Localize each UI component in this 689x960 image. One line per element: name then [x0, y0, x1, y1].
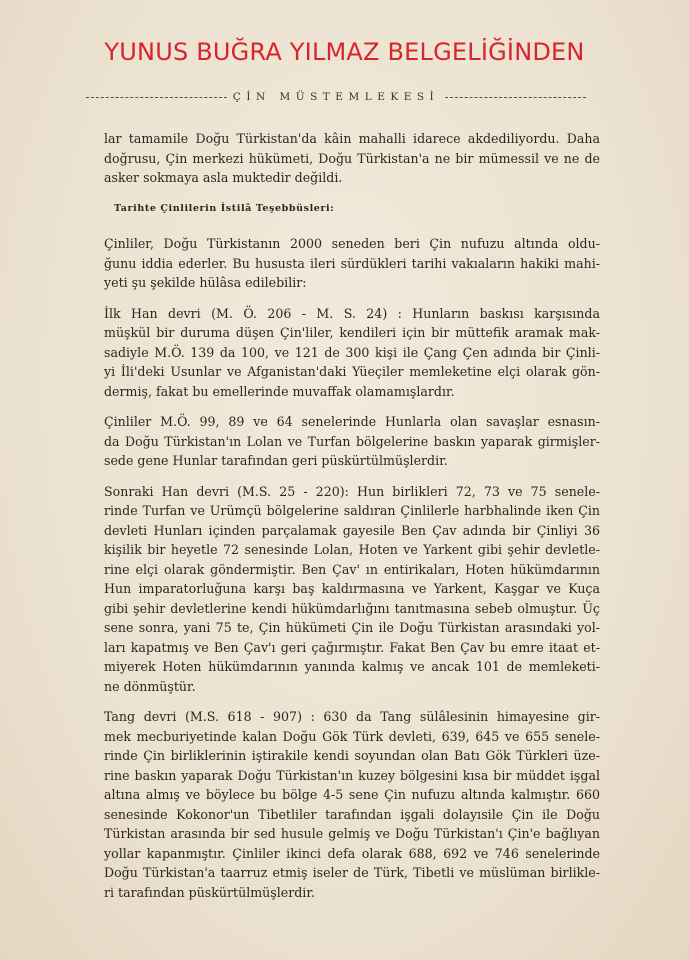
- text-line: sadiyle M.Ö. 139 da 100, ve 121 de 300 kişi ile Çang Çen adında bir Çinli-: [104, 344, 600, 360]
- paragraph-cinliler: [104, 234, 600, 293]
- text-line: doğrusu, Çin merkezi hükümeti, Doğu Türkistan'a ne bir mümessil ve ne de: [104, 150, 600, 166]
- text-line: sede gene Hunlar tarafından geri püskürtülmüşlerdir.: [104, 453, 448, 468]
- watermark-title: YUNUS BUĞRA YILMAZ BELGELİĞİNDEN: [104, 38, 585, 66]
- text-line: Sonraki Han devri (M.S. 25 - 220): Hun birlikleri 72, 73 ve 75 senele-: [104, 483, 600, 499]
- text-line: sene sonra, yani 75 te, Çin hükümeti Çin ile Doğu Türkistan arasındaki yol-: [104, 620, 600, 635]
- paragraph-tang: [104, 707, 600, 902]
- text-line: rine baskın yaparak Doğu Türkistan'ın kuzey bölgesini kısa bir müddet işgal: [104, 767, 600, 783]
- paragraph-hun-savaslar: [104, 412, 600, 471]
- text-line: rinde Turfan ve Urümçü bölgelerine saldıran Çinlilerle harbhalinde iken Çin: [104, 503, 600, 518]
- text-line: ğunu iddia ederler. Bu hususta ileri sürdükleri tarihi vakıaların hakiki mahi-: [104, 255, 600, 271]
- text-line: müşkül bir duruma düşen Çin'liler, kendileri için bir müttefik aramak mak-: [104, 325, 600, 340]
- left-dashed-rule: [86, 97, 227, 98]
- right-dashed-rule: [445, 97, 586, 98]
- text-line: Hun imparatorluğuna karşı baş kaldırmasına ve Yarkent, Kaşgar ve Kuça: [104, 581, 600, 596]
- text-line: Türkistan arasında bir sed husule gelmiş ve Doğu Türkistan'ı Çin'e bağlıyan: [104, 826, 600, 841]
- text-line: dermiş, fakat bu emellerinde muvaffak olamamışlardır.: [104, 383, 455, 399]
- running-head-label: ÇİN MÜSTEMLEKESİ: [232, 91, 440, 103]
- text-line: İlk Han devri (M. Ö. 206 - M. S. 24) : Hunların baskısı karşısında: [104, 305, 600, 321]
- text-line: yi İli'deki Usunlar ve Afganistan'daki Yüeçiler memleketine elçi olarak gön-: [104, 364, 600, 379]
- text-line: kişilik bir heyetle 72 senesinde Lolan, Hoten ve Yarkent gibi şehir devletle-: [104, 542, 600, 557]
- text-line: miyerek Hoten hükümdarının yanında kalmış ve ancak 101 de memleketi-: [104, 659, 600, 674]
- text-line: altına almış ve böylece bu bölge 4-5 sene Çin nufuzu altında kalmıştır. 660: [104, 787, 600, 802]
- text-line: yeti şu şekilde hülâsa edilebilir:: [104, 275, 307, 290]
- text-line: mek mecburiyetinde kalan Doğu Gök Türk devleti, 639, 645 ve 655 senele-: [104, 728, 600, 744]
- text-line: rinde Çin birliklerinin iştirakile kendi soyundan olan Batı Gök Türkleri üze-: [104, 748, 600, 763]
- text-line: rine elçi olarak göndermiştir. Ben Çav' ın entirikaları, Hoten hükümdarının: [104, 561, 600, 577]
- text-line: ne dönmüştür.: [104, 678, 196, 694]
- paragraph-intro: [104, 129, 600, 188]
- text-line: Doğu Türkistan'a taarruz etmiş iseler de Türk, Tibetli ve müslüman birlikle-: [104, 865, 600, 880]
- text-line: da Doğu Türkistan'ın Lolan ve Turfan bölgelerine baskın yaparak girmişler-: [104, 433, 600, 449]
- text-line: ları kapatmış ve Ben Çav'ı geri çağırmıştır. Fakat Ben Çav bu emre itaat et-: [104, 639, 600, 655]
- text-line: gibi şehir devletlerine kendi hükümdarlığını tanıtmasına sebeb olmuştur. Üç: [104, 600, 600, 616]
- text-line: Çinliler, Doğu Türkistanın 2000 seneden beri Çin nufuzu altında oldu-: [104, 236, 600, 251]
- body-text: [104, 129, 600, 913]
- text-line: senesinde Kokonor'un Tibetliler tarafından işgali dolayısile Çin ile Doğu: [104, 806, 600, 822]
- text-line: asker sokmaya asla muktedir değildi.: [104, 170, 343, 185]
- paragraph-ilk-han: [104, 304, 600, 402]
- section-subheading: Tarihte Çinlilerin İstilâ Teşebbüsleri:: [114, 202, 335, 214]
- running-head: [86, 91, 586, 103]
- text-line: Tang devri (M.S. 618 - 907) : 630 da Tang sülâlesinin himayesine gir-: [104, 709, 600, 724]
- text-line: devleti Hunları içinden parçalamak gayesile Ben Çav adında bir Çinliyi 36: [104, 522, 600, 538]
- paragraph-sonraki-han: [104, 482, 600, 697]
- text-line: lar tamamile Doğu Türkistan'da kâin mahalli idarece akdediliyordu. Daha: [104, 131, 600, 146]
- text-line: ri tarafından püskürtülmüşlerdir.: [104, 884, 315, 900]
- text-line: Çinliler M.Ö. 99, 89 ve 64 senelerinde Hunlarla olan savaşlar esnasın-: [104, 414, 600, 429]
- text-line: yollar kapanmıştır. Çinliler ikinci defa olarak 688, 692 ve 746 senelerinde: [104, 845, 600, 861]
